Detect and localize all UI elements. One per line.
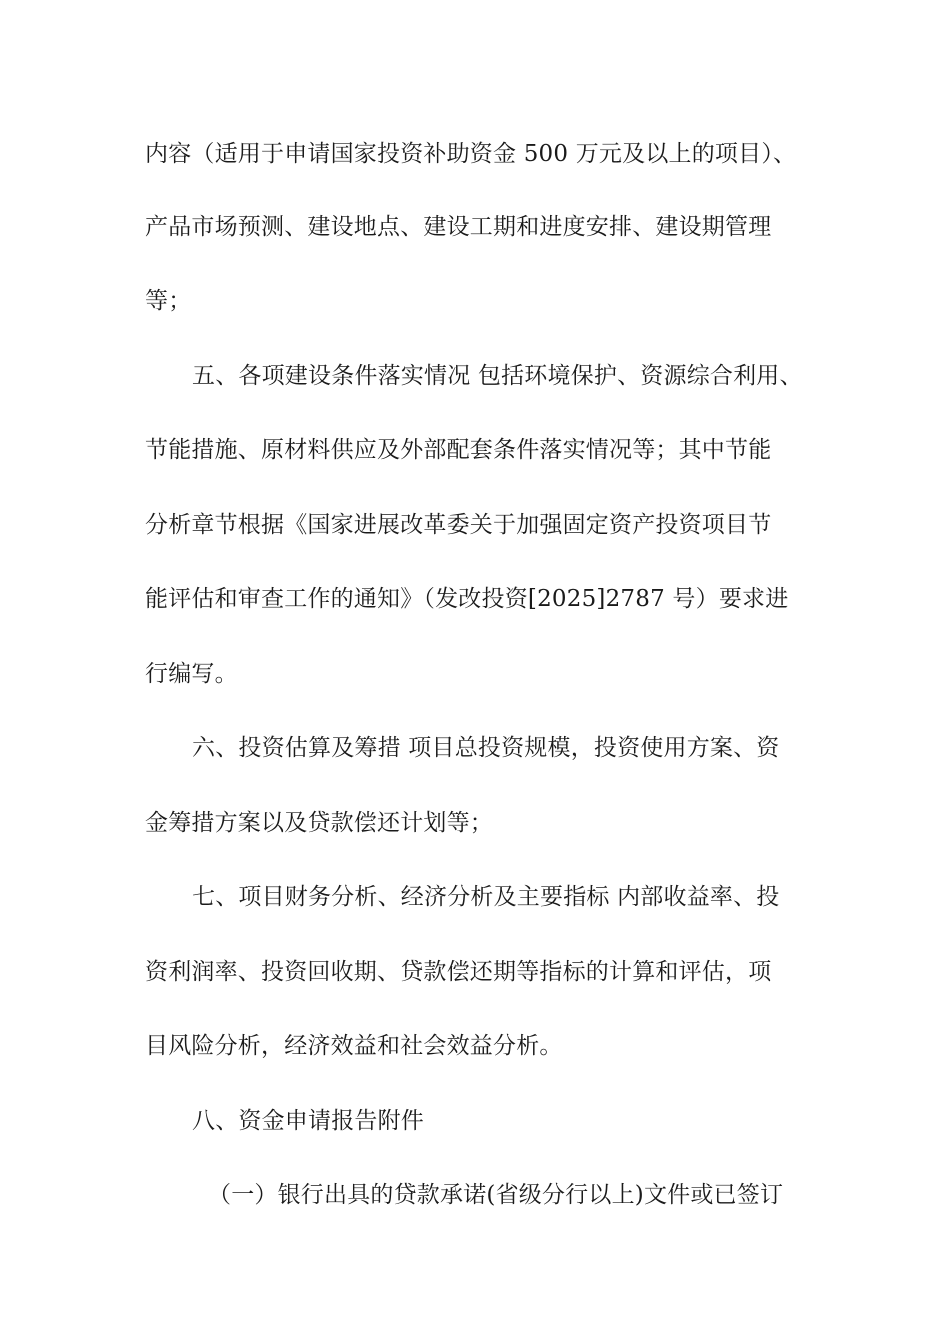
section-heading-8: 八、资金申请报告附件 xyxy=(192,1108,424,1134)
text-line: 产品市场预测、建设地点、建设工期和进度安排、建设期管理 xyxy=(145,214,772,240)
text-line: 目风险分析，经济效益和社会效益分析。 xyxy=(145,1033,563,1059)
section-heading-6: 六、投资估算及筹措 项目总投资规模，投资使用方案、资 xyxy=(192,735,780,761)
text-line: 能评估和审查工作的通知》（发改投资[2025]2787 号）要求进 xyxy=(145,586,789,612)
text-line: 行编写。 xyxy=(145,661,238,687)
text-line: 分析章节根据《国家进展改革委关于加强固定资产投资项目节 xyxy=(145,512,772,538)
section-heading-5: 五、各项建设条件落实情况 包括环境保护、资源综合利用、 xyxy=(192,363,803,389)
text-line: 等； xyxy=(145,288,192,314)
text-line: 资利润率、投资回收期、贷款偿还期等指标的计算和评估，项 xyxy=(145,959,772,985)
text-line: 节能措施、原材料供应及外部配套条件落实情况等；其中节能 xyxy=(145,437,772,463)
subsection-item-1: （一）银行出具的贷款承诺(省级分行以上)文件或已签订 xyxy=(208,1182,784,1208)
text-line: 金筹措方案以及贷款偿还计划等； xyxy=(145,810,493,836)
section-heading-7: 七、项目财务分析、经济分析及主要指标 内部收益率、投 xyxy=(192,884,780,910)
text-line: 内容（适用于申请国家投资补助资金 500 万元及以上的项目）、 xyxy=(145,141,797,167)
